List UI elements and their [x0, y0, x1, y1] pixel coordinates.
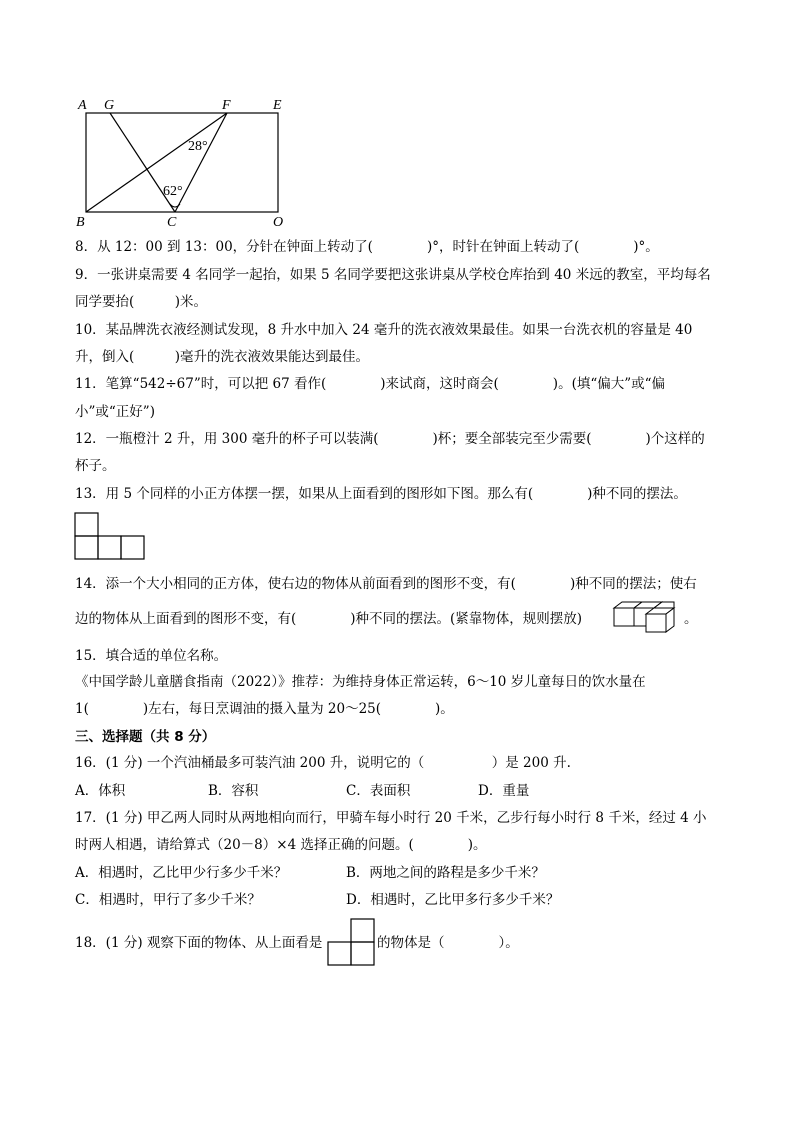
question-17-line1: 17．(1 分) 甲乙两人同时从两地相向而行，甲骑车每小时行 20 千米，乙步行每小时行 8 千米，经过 4 小 [75, 810, 707, 826]
question-14-end: 。 [684, 611, 698, 627]
question-15: 15．填合适的单位名称。 [75, 648, 228, 664]
label-f: F [222, 98, 231, 113]
question-10-line2: 升，倒入( )毫升的洗衣液效果能达到最佳。 [75, 349, 370, 365]
question-14-line2: 边的物体从上面看到的图形不变，有( )种不同的摆法。(紧靠物体，规则摆放) [75, 611, 583, 627]
angle-label-c: 62° [163, 184, 183, 199]
question-11-line1: 11．笔算“542÷67”时，可以把 67 看作( )来试商，这时商会( )。(填“偏大”或“偏 [75, 376, 666, 392]
question-12-line2: 杯子。 [75, 458, 116, 474]
label-o: O [273, 215, 284, 230]
label-c: C [167, 215, 177, 230]
question-16-option-a[interactable]: A．体积 [75, 783, 126, 799]
label-b: B [76, 215, 85, 230]
question-11-line2: 小”或“正好”) [75, 404, 155, 420]
label-g: G [104, 98, 115, 113]
question-15-line3: 1( )左右，每日烹调油的摄入量为 20～25( )。 [75, 701, 454, 717]
section-3-heading: 三、选择题（共 8 分） [75, 729, 216, 745]
label-e: E [273, 98, 282, 113]
question-8: 8．从 12：00 到 13：00，分针在钟面上转动了( )°，时针在钟面上转动了( )°。 [75, 239, 659, 255]
cube-figure-q14 [612, 600, 684, 634]
segment-fc [175, 113, 227, 212]
angle-label-f: 28° [188, 139, 208, 154]
question-17-option-c[interactable]: C．相遇时，甲行了多少千米？ [75, 892, 261, 908]
question-10-line1: 10．某品牌洗衣液经测试发现，8 升水中加入 24 毫升的洗衣液效果最佳。如果一台洗衣机的容量是 40 [75, 322, 693, 338]
top-view-figure-q13 [74, 512, 146, 560]
question-17-line2: 时两人相遇，请给算式（20－8）×4 选择正确的问题。( )。 [75, 837, 487, 853]
question-16: 16．(1 分) 一个汽油桶最多可装汽油 200 升，说明它的（ ）是 200 升. [75, 755, 571, 771]
question-16-option-c[interactable]: C．表面积 [346, 783, 411, 799]
question-14-line1: 14．添一个大小相同的正方体，使右边的物体从前面看到的图形不变，有( )种不同的摆法；使右 [75, 576, 697, 592]
question-12-line1: 12．一瓶橙汁 2 升，用 300 毫升的杯子可以装满( )杯；要全部装完至少需要( )个这样的 [75, 431, 705, 447]
question-17-option-a[interactable]: A．相遇时，乙比甲少行多少千米？ [75, 865, 288, 881]
question-17-option-d[interactable]: D．相遇时，乙比甲多行多少千米？ [346, 892, 560, 908]
geometry-figure [70, 92, 300, 232]
question-16-option-d[interactable]: D．重量 [478, 783, 530, 799]
label-a: A [78, 98, 87, 113]
top-view-figure-q18 [327, 918, 375, 966]
question-16-option-b[interactable]: B．容积 [208, 783, 259, 799]
question-9-line2: 同学要抬( )米。 [75, 294, 208, 310]
question-18-suffix: 的物体是（ ）。 [377, 935, 519, 951]
question-13: 13．用 5 个同样的小正方体摆一摆，如果从上面看到的图形如下图。那么有( )种不同的摆法。 [75, 486, 687, 502]
question-17-option-b[interactable]: B．两地之间的路程是多少千米？ [346, 865, 545, 881]
question-9-line1: 9．一张讲桌需要 4 名同学一起抬，如果 5 名同学要把这张讲桌从学校仓库抬到 40 米远的教室，平均每名 [75, 267, 711, 283]
segment-bf [86, 113, 227, 212]
question-18-prefix: 18．(1 分) 观察下面的物体、从上面看是 [75, 935, 323, 951]
question-15-line2: 《中国学龄儿童膳食指南（2022）》推荐：为维持身体正常运转，6～10 岁儿童每日的饮水量在 [75, 674, 646, 690]
